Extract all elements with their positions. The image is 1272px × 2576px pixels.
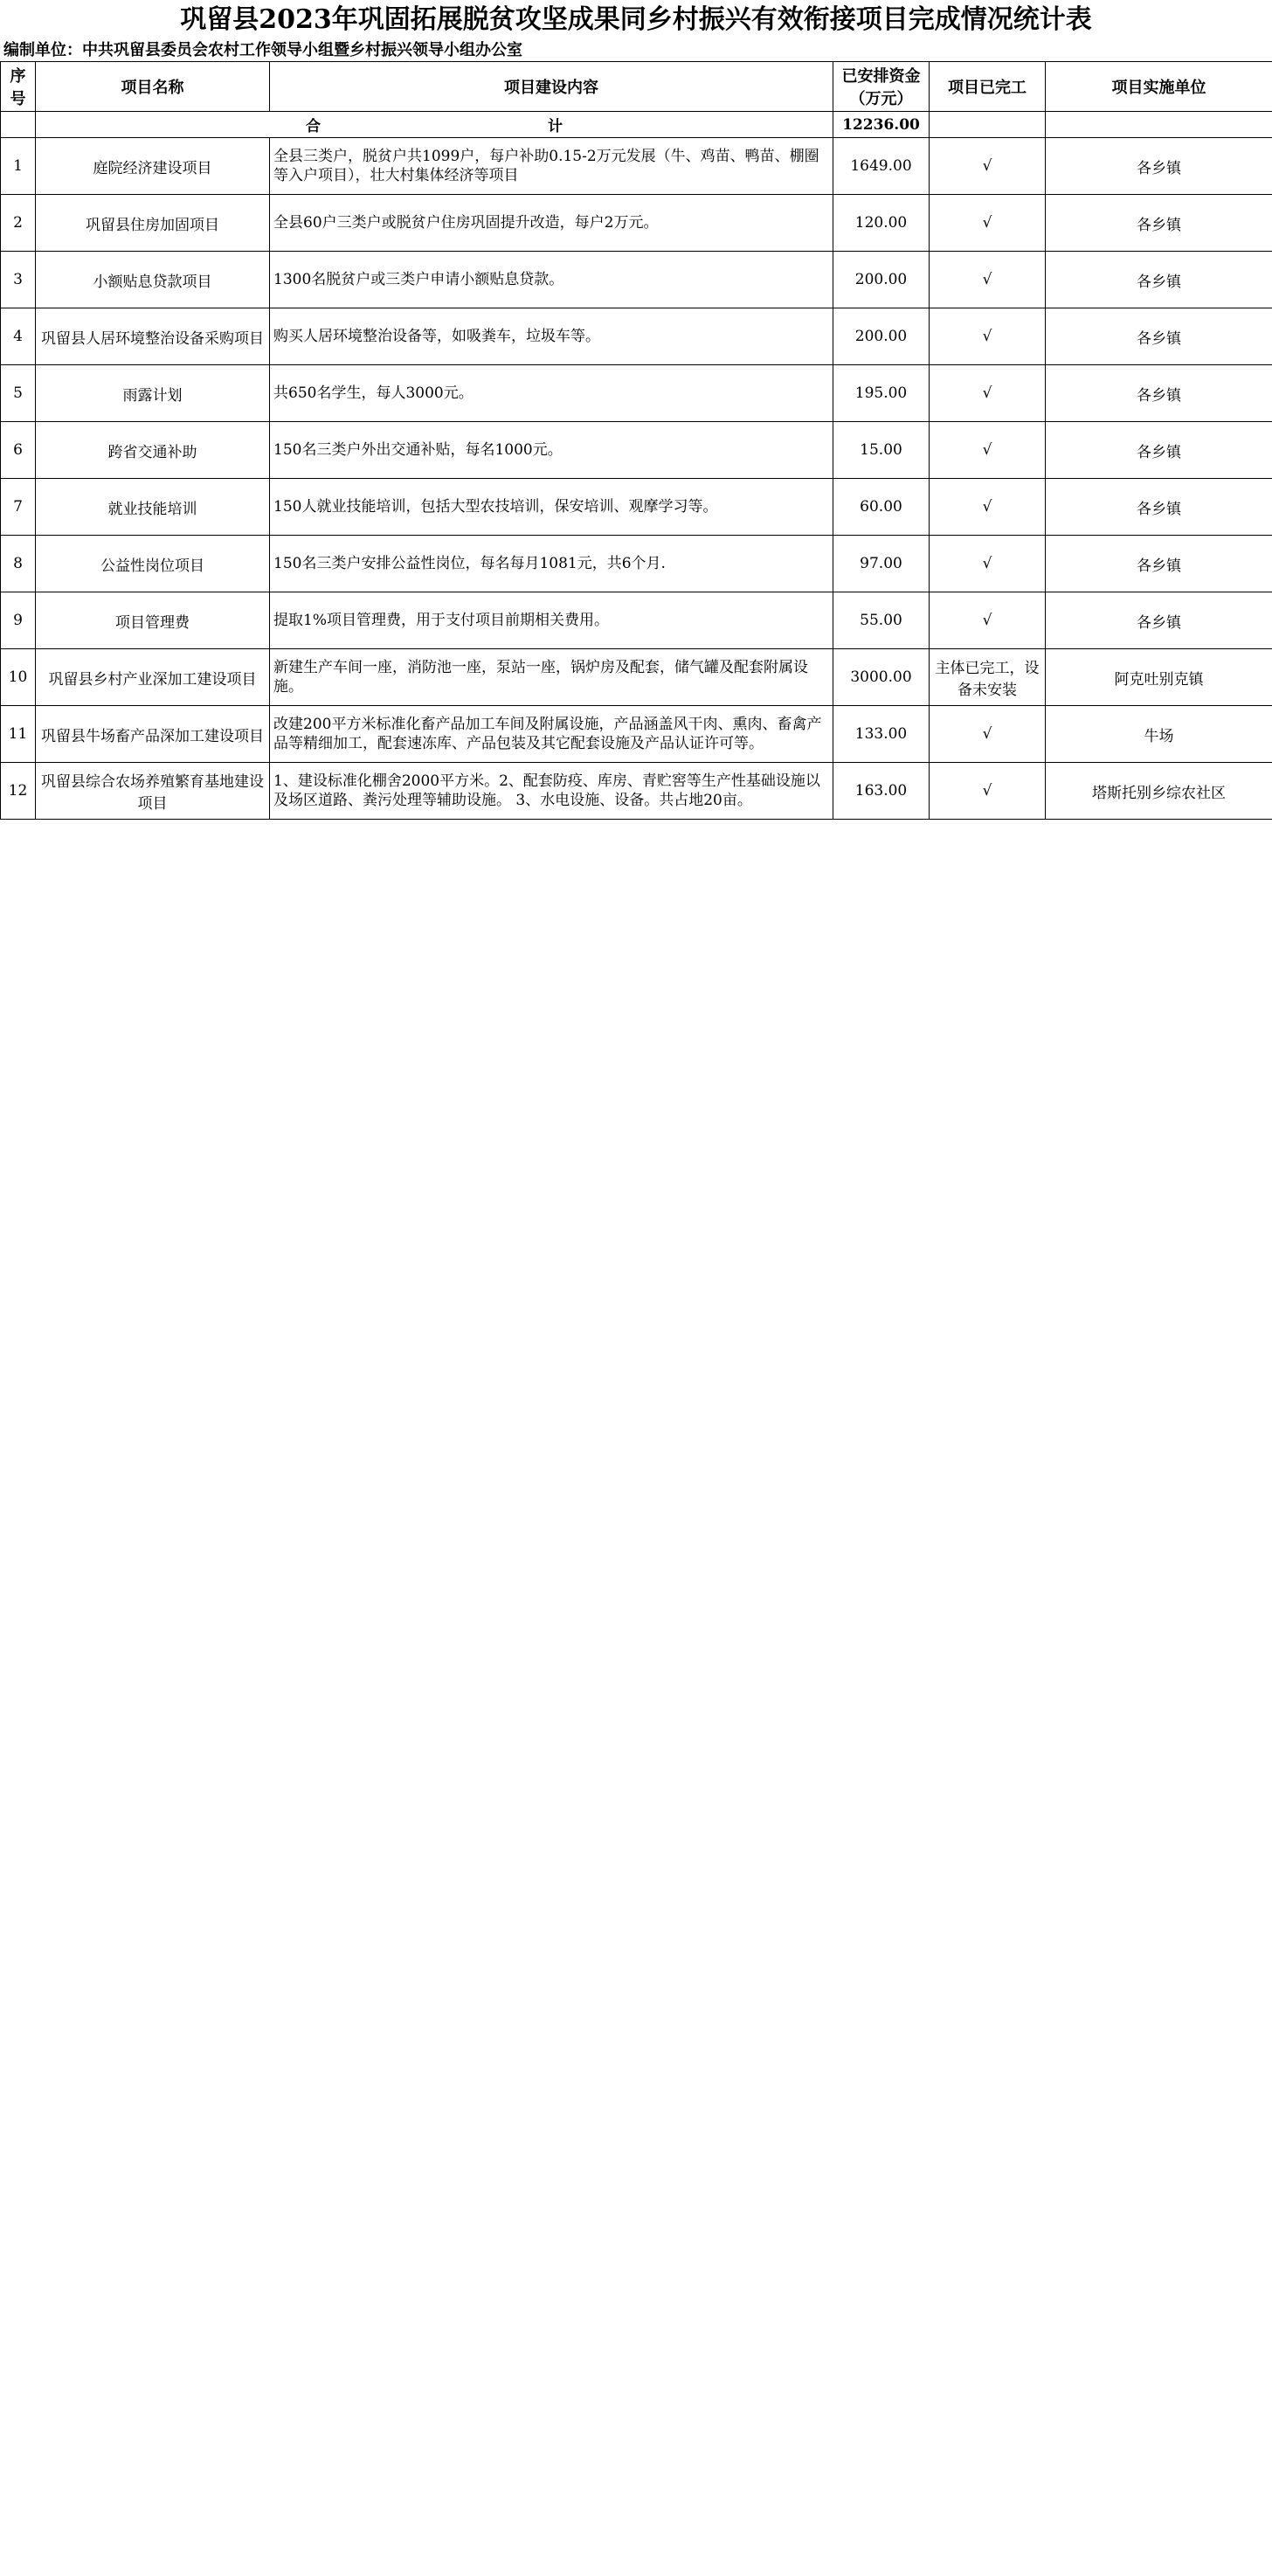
row-content: 150人就业技能培训，包括大型农技培训，保安培训、观摩学习等。: [270, 479, 833, 536]
row-name: 庭院经济建设项目: [36, 138, 270, 195]
row-seq: 4: [1, 308, 36, 365]
row-funds: 195.00: [833, 365, 930, 422]
row-seq: 6: [1, 422, 36, 479]
table-row: [1, 308, 1272, 365]
total-empty: [1, 112, 36, 138]
row-seq: 9: [1, 592, 36, 649]
table-row: [1, 706, 1272, 763]
table-row: [1, 763, 1272, 820]
row-content: 1、建设标准化棚舍2000平方米。2、配套防疫、库房、青贮窖等生产性基础设施以及场区道路、粪污处理等辅助设施。 3、水电设施、设备。共占地20亩。: [270, 763, 833, 820]
row-org: 阿克吐别克镇: [1046, 649, 1272, 706]
row-name: 巩留县住房加固项目: [36, 195, 270, 252]
row-content: 全县三类户，脱贫户共1099户，每户补助0.15-2万元发展（牛、鸡苗、鸭苗、棚圈等入户项目），壮大村集体经济等项目: [270, 138, 833, 195]
table-row: [1, 138, 1272, 195]
project-table: [0, 61, 1272, 820]
table-row: [1, 422, 1272, 479]
row-funds: 120.00: [833, 195, 930, 252]
total-label-2: 计: [548, 118, 563, 135]
row-done: √: [930, 536, 1046, 592]
header-content: 项目建设内容: [270, 62, 833, 112]
row-seq: 2: [1, 195, 36, 252]
row-funds: 3000.00: [833, 649, 930, 706]
row-seq: 11: [1, 706, 36, 763]
total-label-1: 合: [306, 118, 321, 135]
header-row: [1, 62, 1272, 112]
row-seq: 1: [1, 138, 36, 195]
table-row: [1, 649, 1272, 706]
row-org: 各乡镇: [1046, 479, 1272, 536]
total-row: [1, 112, 1272, 138]
row-name: 雨露计划: [36, 365, 270, 422]
total-org: [1046, 112, 1272, 138]
row-content: 1300名脱贫户或三类户申请小额贴息贷款。: [270, 252, 833, 308]
row-done: √: [930, 763, 1046, 820]
total-funds: 12236.00: [833, 112, 930, 138]
row-name: 巩留县人居环境整治设备采购项目: [36, 308, 270, 365]
row-content: 共650名学生，每人3000元。: [270, 365, 833, 422]
row-funds: 1649.00: [833, 138, 930, 195]
header-name: 项目名称: [36, 62, 270, 112]
row-seq: 8: [1, 536, 36, 592]
row-org: 各乡镇: [1046, 592, 1272, 649]
row-name: 小额贴息贷款项目: [36, 252, 270, 308]
row-done: √: [930, 365, 1046, 422]
row-org: 各乡镇: [1046, 536, 1272, 592]
row-content: 购买人居环境整治设备等，如吸粪车，垃圾车等。: [270, 308, 833, 365]
row-done: √: [930, 195, 1046, 252]
table-row: [1, 365, 1272, 422]
table-row: [1, 195, 1272, 252]
row-org: 各乡镇: [1046, 252, 1272, 308]
row-name: 巩留县牛场畜产品深加工建设项目: [36, 706, 270, 763]
row-content: 全县60户三类户或脱贫户住房巩固提升改造，每户2万元。: [270, 195, 833, 252]
row-done: √: [930, 479, 1046, 536]
row-funds: 97.00: [833, 536, 930, 592]
row-done: √: [930, 308, 1046, 365]
header-done: 项目已完工: [930, 62, 1046, 112]
row-funds: 200.00: [833, 252, 930, 308]
row-name: 巩留县乡村产业深加工建设项目: [36, 649, 270, 706]
row-done: √: [930, 592, 1046, 649]
row-seq: 7: [1, 479, 36, 536]
row-seq: 3: [1, 252, 36, 308]
row-seq: 5: [1, 365, 36, 422]
row-name: 公益性岗位项目: [36, 536, 270, 592]
table-row: [1, 479, 1272, 536]
row-funds: 133.00: [833, 706, 930, 763]
row-org: 各乡镇: [1046, 195, 1272, 252]
row-funds: 60.00: [833, 479, 930, 536]
row-funds: 163.00: [833, 763, 930, 820]
row-name: 跨省交通补助: [36, 422, 270, 479]
row-funds: 55.00: [833, 592, 930, 649]
row-seq: 12: [1, 763, 36, 820]
row-name: 巩留县综合农场养殖繁育基地建设项目: [36, 763, 270, 820]
row-name: 就业技能培训: [36, 479, 270, 536]
row-name: 项目管理费: [36, 592, 270, 649]
row-done: √: [930, 252, 1046, 308]
row-content: 提取1%项目管理费，用于支付项目前期相关费用。: [270, 592, 833, 649]
row-funds: 15.00: [833, 422, 930, 479]
row-content: 150名三类户外出交通补贴，每名1000元。: [270, 422, 833, 479]
page-title: 巩留县2023年巩固拓展脱贫攻坚成果同乡村振兴有效衔接项目完成情况统计表: [180, 4, 1092, 35]
table-row: [1, 252, 1272, 308]
table-row: [1, 536, 1272, 592]
row-org: 牛场: [1046, 706, 1272, 763]
row-content: 150名三类户安排公益性岗位，每名每月1081元，共6个月.: [270, 536, 833, 592]
row-org: 各乡镇: [1046, 308, 1272, 365]
row-org: 各乡镇: [1046, 422, 1272, 479]
row-funds: 200.00: [833, 308, 930, 365]
row-done: √: [930, 422, 1046, 479]
row-org: 各乡镇: [1046, 365, 1272, 422]
row-org: 塔斯托别乡综农社区: [1046, 763, 1272, 820]
table-row: [1, 592, 1272, 649]
compiling-unit: 编制单位：中共巩留县委员会农村工作领导小组暨乡村振兴领导小组办公室: [3, 41, 522, 59]
row-done: √: [930, 138, 1046, 195]
row-org: 各乡镇: [1046, 138, 1272, 195]
row-seq: 10: [1, 649, 36, 706]
row-content: 改建200平方米标准化畜产品加工车间及附属设施，产品涵盖风干肉、熏肉、畜禽产品等精细加工，配套速冻库、产品包装及其它配套设施及产品认证许可等。: [270, 706, 833, 763]
total-label: [36, 112, 833, 138]
row-done: 主体已完工，设备未安装: [930, 649, 1046, 706]
header-seq: 序号: [1, 62, 36, 112]
total-done: [930, 112, 1046, 138]
header-funds: 已安排资金（万元）: [833, 62, 930, 112]
row-content: 新建生产车间一座，消防池一座，泵站一座，锅炉房及配套，储气罐及配套附属设施。: [270, 649, 833, 706]
header-org: 项目实施单位: [1046, 62, 1272, 112]
row-done: √: [930, 706, 1046, 763]
